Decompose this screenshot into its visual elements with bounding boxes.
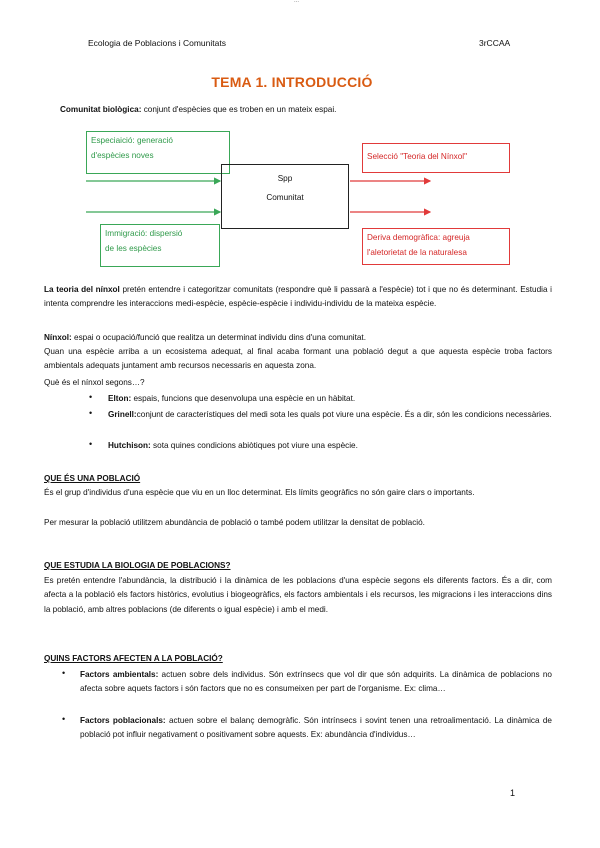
box-immigration-line2: de les espècies xyxy=(105,243,162,253)
niche-theory-text: pretén entendre i categoritzar comunitats (respondre què li passarà a l'espècie) tot i que no és determinant. Estudia i intenta comprendre les interaccions medi-espècie, espècie-espècie i individu-individu de la mateixa espècie. xyxy=(44,285,552,309)
section-population-heading: QUE ÉS UNA POBLACIÓ xyxy=(44,474,141,483)
factors-bullet-term: Factors poblacionals: xyxy=(80,716,166,725)
niche-bullet-elton xyxy=(108,392,552,406)
niche-bullet-term: Grinell: xyxy=(108,410,137,419)
niche-bullet-text: espais, funcions que desenvolupa una espècie en un hàbitat. xyxy=(131,394,356,403)
header-group: 3rCCAA xyxy=(479,38,511,48)
factors-bullet-environmental xyxy=(80,668,552,697)
section-biology-p1: Es pretén entendre l'abundància, la distribució i la dinàmica de les poblacions d'una espècie segons els diferents factors. És a dir, com afecta a la població els factors històrics, evolutius i biogeogràfics, els factors ambientals i els recursos, les migracions i les interaccions dins la població, amb altres poblacions (de diferents o igual espècie) i amb el medi. xyxy=(44,576,552,614)
box-speciation-line1: Especiaició: generació xyxy=(91,136,173,145)
niche-bullet-text: conjunt de característiques del medi sota les quals pot viure una espècie. És a dir, són les condicions necessàries. xyxy=(136,410,552,419)
niche-bullet-text: sota quines condicions abiòtiques pot viure una espècie. xyxy=(150,441,358,450)
bullet-icon: • xyxy=(62,668,66,678)
niche-definition-term: Nínxol: xyxy=(44,333,72,342)
page-number: 1 xyxy=(510,788,516,798)
box-community-label: Comunitat xyxy=(266,193,304,202)
niche-bullet-grinell xyxy=(108,408,552,422)
box-community-spp: Spp xyxy=(277,174,293,183)
niche-bullet-term: Elton: xyxy=(108,394,132,403)
niche-arrival-paragraph: Quan una espècie arriba a un ecosistema adequat, al final acaba formant una població degut a que aquesta espècie troba factors ambientals adequats juntament amb recursos necessaris en aquesta zona. xyxy=(44,347,552,371)
niche-definition-text: espai o ocupació/funció que realitza un determinat individu dins d'una comunitat. xyxy=(71,333,366,342)
bullet-icon: • xyxy=(89,392,93,402)
section-population-p1: És el grup d'individus d'una espècie que viu en un lloc determinat. Els límits geogràfics no són gaire clars o importants. xyxy=(44,488,475,497)
top-mark: ... xyxy=(294,0,300,4)
definition-term: Comunitat biològica: xyxy=(60,105,142,114)
box-immigration-line1: Immigració: dispersió xyxy=(105,229,183,238)
definition-text: conjunt d'espècies que es troben en un mateix espai. xyxy=(141,105,337,114)
box-drift-line2: l'aletorietat de la naturalesa xyxy=(367,247,467,257)
niche-theory-paragraph xyxy=(44,283,552,312)
niche-question: Què és el nínxol segons…? xyxy=(44,378,145,387)
factors-bullet-population xyxy=(80,714,552,743)
diagram-arrows xyxy=(0,0,600,300)
section-population-p2: Per mesurar la població utilitzem abundància de població o també podem utilitzar la densitat de població. xyxy=(44,518,425,527)
box-selection-text: Selecció "Teoria del Nínxol" xyxy=(367,152,468,161)
section-biology-heading: QUE ESTUDIA LA BIOLOGIA DE POBLACIONS? xyxy=(44,561,231,570)
section-factors-heading: QUINS FACTORS AFECTEN A LA POBLACIÓ? xyxy=(44,654,223,663)
factors-bullet-text: actuen sobre el balanç demogràfic. Són intrínsecs i sovint tenen una retroalimentació. La dinàmica de població pot influir negativament o positivament sobre aquests. Ex: abundància d'individus… xyxy=(80,716,552,740)
bullet-icon: • xyxy=(89,439,93,449)
factors-bullet-text: actuen sobre dels individus. Són extrínsecs que vol dir que són adquirits. La dinàmica de poblacions no afecta sobre aquets factors i són factors que no es consumeixen per part de l'organisme. Ex: clima… xyxy=(80,670,552,694)
bullet-icon: • xyxy=(62,714,66,724)
niche-definition-paragraph xyxy=(44,331,552,345)
header-course-title: Ecologia de Poblacions i Comunitats xyxy=(88,38,226,48)
box-speciation-line2: d'espècies noves xyxy=(91,150,154,160)
bullet-icon: • xyxy=(89,408,93,418)
niche-theory-term: La teoria del nínxol xyxy=(44,285,120,294)
factors-bullet-term: Factors ambientals: xyxy=(80,670,159,679)
niche-bullet-term: Hutchison: xyxy=(108,441,151,450)
box-drift-line1: Deriva demogràfica: agreuja xyxy=(367,233,470,242)
niche-bullet-hutchison xyxy=(108,439,552,453)
page-title: TEMA 1. INTRODUCCIÓ xyxy=(211,74,373,90)
